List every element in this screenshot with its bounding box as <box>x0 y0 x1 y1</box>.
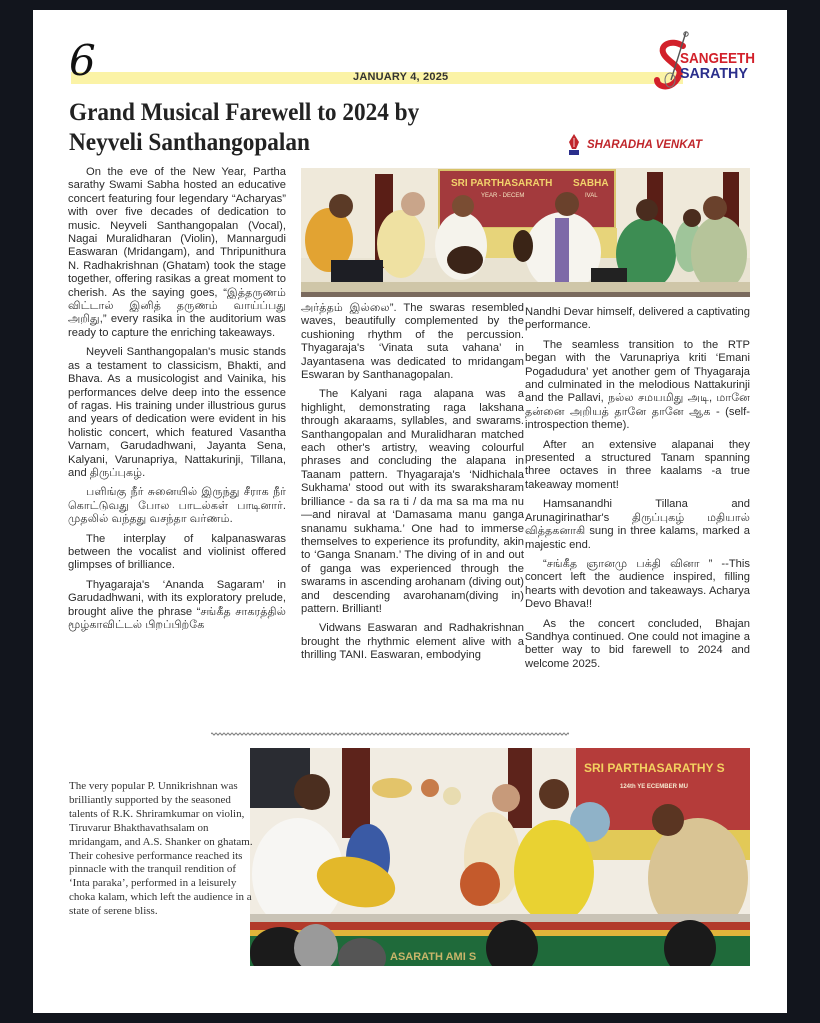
paragraph: The interplay of kalpanaswaras between the vocalist and violinist offered glimpses of brilliance. <box>68 532 286 572</box>
logo-line1: SANGEETH <box>680 50 756 67</box>
author-byline <box>567 134 702 156</box>
paragraph: On the eve of the New Year, Partha sarathy Swami Sabha hosted an educative concert featuring four legendary “Acharyas” with over five decades of dedication to music. Neyveli Santhangopalan (Vocal), Nagai Muralidharan (Violin), Mannargudi Easwaran (Mridangam), and Thripunithura N. Radhakrishnan (Ghatam) took the stage together, offering rasikas a great moment to cherish. As the saying goes, “இத்தருணம் விட்டால் இனித் தருணம் வாய்ப்பது அறிது,” every rasika in the auditorium was ready to capture the enriching takeaways. <box>68 166 286 339</box>
banner-subtext-2: IVAL <box>585 193 598 199</box>
paragraph: Nandhi Devar himself, delivered a captivating performance. <box>525 306 750 332</box>
author-name: SHARADHA VENKAT <box>587 139 702 151</box>
article-column-1 <box>68 166 286 638</box>
paragraph: The seamless transition to the RTP began with the Varunapriya kriti ‘Emani Pogadudura’ yet another gem of Thyagaraja and culminated in the melodious Nattakurinji and the Pallavi, நல்ல சமயமிது அடி, மானே தன்னை அறியத் தானே தானே ஆக - (self-introspection theme). <box>525 338 750 432</box>
banner-subtext: YEAR - DECEM <box>481 193 525 199</box>
paragraph: பளிங்கு நீர் சுனையில் இருந்து சீராக நீர் கொட்டுவது போல பாடல்கள் பாடினார். முதலில் வந்தது வசந்தா வர்ணம். <box>68 486 286 526</box>
photo-caption: The very popular P. Unnikrishnan was brilliantly supported by the seasoned talents of R.K. Shriramkumar on violin, Tiruvarur Bhakthavathsalam on mridangam, and A.S. Shanker on ghatam. Their cohesive performance reached its pinnacle with the tranquil rendition of ‘Inta paraka’, performed in a leisurely choka kalam, which left the audience in a state of serene bliss. <box>69 780 253 918</box>
wavy-divider <box>211 731 569 737</box>
issue-date: JANUARY 4, 2025 <box>353 71 449 83</box>
paragraph: Thyagaraja's ‘Ananda Sagaram’ in Garudadhwani, with its exploratory prelude, brought alive the phrase “சங்கீத சாகரத்தில் மூழ்காவிட்டல் பிறப்பிற்கே <box>68 578 286 631</box>
newspaper-page <box>33 10 787 1013</box>
logo-line2: SARATHY <box>680 65 748 82</box>
paragraph: Vidwans Easwaran and Radhakrishnan brought the rhythmic element alive with a thrilling TANI. Easwaran, embodying <box>301 622 524 662</box>
paragraph: After an extensive alapanai they presented a structured Tanam spanning three octaves in three kaalams -a true takeaway moment! <box>525 438 750 491</box>
concert-photo-santhangopalan <box>301 168 750 297</box>
banner-text: SRI PARTHASARATH <box>451 178 553 189</box>
paragraph: Hamsanandhi Tillana and Arunagirinathar's திருப்புகழ் மதியால் வித்தகனாகி sung in three kalams, marked a majestic end. <box>525 498 750 551</box>
paragraph: As the concert concluded, Bhajan Sandhya continued. One could not imagine a better way to bid farewell to 2024 and welcome 2025. <box>525 617 750 670</box>
paragraph: “சங்கீத ஞானமு பக்தி வினா ” --This concert left the audience inspired, filling hearts with devotion and takeaways. Acharya Devo Bhava!! <box>525 557 750 611</box>
paragraph: Neyveli Santhangopalan's music stands as a testament to classicism, Bhakti, and Bhava. As a musicologist and Vainika, his performances delve deep into the essence of ragas. His training under illustrious gurus and years of dedication were evident in his holistic concert, which featured Vasantha Varnam, Garudadhwani, Jayanta Sena, Kalyani, Varunapriya, Nattakurinji, Tillana, and திருப்புகழ். <box>68 346 286 479</box>
stage-cloth-text: ASARATH AMI S <box>390 951 477 963</box>
banner-text-2: SABHA <box>573 178 609 189</box>
article-headline: Grand Musical Farewell to 2024 by Neyveli Santhangopalan <box>69 99 420 156</box>
paragraph: அர்த்தம் இல்லை”. The swaras resembled waves, beautifully complemented by the cushioning rhythm of the percussion. Thyagaraja's ‘Vinata suta vahana’ in Jayantasena was dedicated to mridangam Eswaran by Santhanagopalan. <box>301 302 524 382</box>
article-column-3 <box>525 306 750 677</box>
concert-photo-unnikrishnan <box>250 748 750 966</box>
paragraph: The Kalyani raga alapana was a highlight, demonstrating raga lakshana through akaraams, syllables, and swarams. Santhangopalan and Muralidharan matched each other's artistry, weaving colourful phrases and concluding the alapana in Taanam pattern. Thyagaraja's ‘Nidhichala Sukhama’ stood out with its swaraksharam brilliance - da sa ra ti / da ma sa ma ma nu —and niraval at ‘Damasama manu ganga snanamu sukhama.’ One had to immerse themselves to experience its profundity, akin to ‘Ganga Snanam.’ The diving of in and out of ganga was experienced through the swarams in ascending arohanam (diving out) and descending avarohanam(diving in) pattern. Brilliant! <box>301 388 524 615</box>
pen-nib-icon <box>567 134 581 156</box>
sangeeth-sarathy-logo <box>653 30 758 92</box>
banner-subtext: 124th YE ECEMBER MU <box>620 784 688 790</box>
banner-text: SRI PARTHASARATHY S <box>584 761 725 775</box>
page-number: 6 <box>69 36 96 85</box>
article-column-2 <box>301 302 524 669</box>
